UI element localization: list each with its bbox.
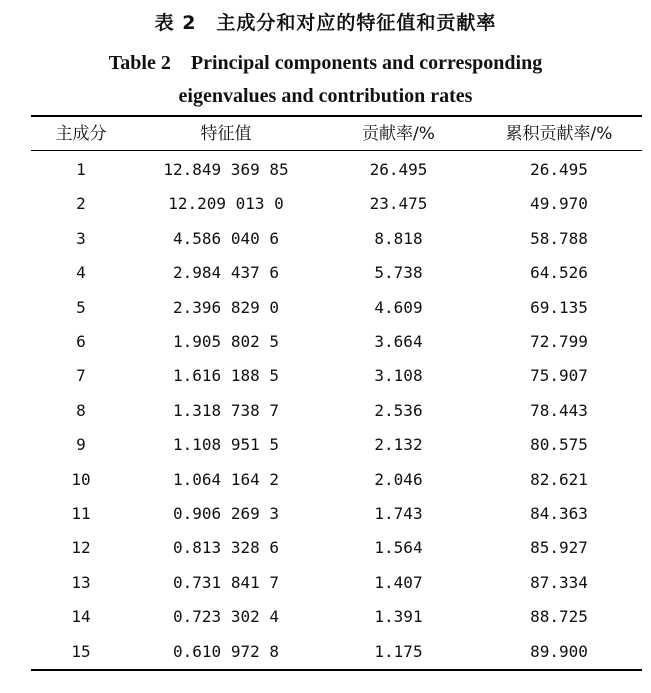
cell-component-number: 8 (76, 400, 86, 420)
cell-component-number: 7 (76, 366, 86, 386)
table-row (0, 428, 651, 462)
cell-eigenvalue: 1.108 951 5 (173, 435, 279, 455)
table-row (0, 222, 651, 256)
cell-component-number: 2 (76, 194, 86, 214)
cell-cumulative-contribution-rate: 49.970 (530, 194, 588, 214)
table-row (0, 635, 651, 669)
cell-cumulative-contribution-rate: 64.526 (530, 263, 588, 283)
cell-component-number: 14 (71, 607, 91, 627)
table-row (0, 497, 651, 531)
cell-contribution-rate: 1.175 (374, 641, 423, 661)
cell-contribution-rate: 8.818 (374, 228, 423, 248)
table-row (0, 256, 651, 290)
cell-contribution-rate: 4.609 (374, 297, 423, 317)
cell-component-number: 5 (76, 297, 86, 317)
cell-eigenvalue: 2.984 437 6 (173, 263, 279, 283)
cell-contribution-rate: 2.536 (374, 400, 423, 420)
cell-eigenvalue: 0.610 972 8 (173, 641, 279, 661)
cell-cumulative-contribution-rate: 69.135 (530, 297, 588, 317)
table-row (0, 325, 651, 359)
table-row (0, 394, 651, 428)
cell-component-number: 9 (76, 435, 86, 455)
cell-component-number: 3 (76, 228, 86, 248)
cell-component-number: 11 (71, 504, 91, 523)
table-row (0, 531, 651, 565)
cell-eigenvalue: 12.849 369 85 (163, 160, 289, 179)
cell-eigenvalue: 0.723 302 4 (173, 607, 279, 627)
cell-cumulative-contribution-rate: 89.900 (530, 641, 588, 661)
cell-contribution-rate: 1.564 (374, 538, 423, 558)
header-contribution-rate: 贡献率/% (362, 124, 435, 144)
cell-component-number: 4 (76, 263, 86, 283)
table-caption-en-line1: Table 2 Principal components and corresponding (108, 52, 543, 74)
table-row (0, 359, 651, 393)
table-row (0, 463, 651, 497)
table-top-rule (31, 115, 642, 117)
cell-cumulative-contribution-rate: 82.621 (530, 469, 588, 489)
cell-cumulative-contribution-rate: 72.799 (530, 332, 588, 351)
cell-eigenvalue: 12.209 013 0 (168, 194, 284, 214)
cell-component-number: 1 (76, 160, 86, 179)
cell-eigenvalue: 1.905 802 5 (173, 332, 279, 351)
cell-cumulative-contribution-rate: 26.495 (530, 160, 588, 179)
cell-contribution-rate: 5.738 (374, 263, 423, 283)
table-caption-cn: 表 2 主成分和对应的特征值和贡献率 (154, 12, 497, 34)
header-cumulative-contribution-rate: 累积贡献率/% (505, 124, 613, 144)
cell-eigenvalue: 2.396 829 0 (173, 297, 279, 317)
table-header-rule (31, 150, 642, 151)
cell-contribution-rate: 26.495 (369, 160, 428, 179)
cell-cumulative-contribution-rate: 84.363 (530, 504, 588, 523)
cell-contribution-rate: 3.664 (374, 332, 423, 351)
cell-eigenvalue: 1.064 164 2 (173, 469, 279, 489)
table-row (0, 566, 651, 600)
cell-component-number: 10 (71, 469, 91, 489)
cell-eigenvalue: 4.586 040 6 (173, 228, 279, 248)
cell-eigenvalue: 0.906 269 3 (173, 504, 279, 523)
header-eigenvalue: 特征值 (200, 124, 252, 144)
cell-cumulative-contribution-rate: 80.575 (530, 435, 588, 455)
cell-contribution-rate: 2.132 (374, 435, 423, 455)
table-caption-en-line2: eigenvalues and contribution rates (178, 85, 473, 107)
table-row (0, 187, 651, 221)
cell-eigenvalue: 1.318 738 7 (173, 400, 279, 420)
cell-component-number: 12 (71, 538, 91, 558)
cell-contribution-rate: 3.108 (374, 366, 423, 386)
cell-contribution-rate: 1.743 (374, 504, 423, 523)
cell-cumulative-contribution-rate: 85.927 (530, 538, 588, 558)
table-bottom-rule (31, 669, 642, 671)
cell-cumulative-contribution-rate: 78.443 (530, 400, 588, 420)
cell-contribution-rate: 1.407 (374, 572, 423, 592)
cell-contribution-rate: 2.046 (374, 469, 423, 489)
cell-component-number: 13 (71, 572, 91, 592)
cell-cumulative-contribution-rate: 88.725 (530, 607, 588, 627)
cell-eigenvalue: 1.616 188 5 (173, 366, 279, 386)
cell-contribution-rate: 1.391 (374, 607, 423, 627)
cell-component-number: 15 (71, 641, 91, 661)
cell-eigenvalue: 0.813 328 6 (173, 538, 279, 558)
cell-component-number: 6 (76, 332, 86, 351)
table-row (0, 153, 651, 187)
cell-cumulative-contribution-rate: 75.907 (530, 366, 588, 386)
table-row (0, 600, 651, 634)
cell-cumulative-contribution-rate: 87.334 (530, 572, 588, 592)
header-principal-component: 主成分 (55, 124, 107, 144)
cell-cumulative-contribution-rate: 58.788 (530, 228, 588, 248)
cell-contribution-rate: 23.475 (369, 194, 428, 214)
table-row (0, 291, 651, 325)
cell-eigenvalue: 0.731 841 7 (173, 572, 279, 592)
